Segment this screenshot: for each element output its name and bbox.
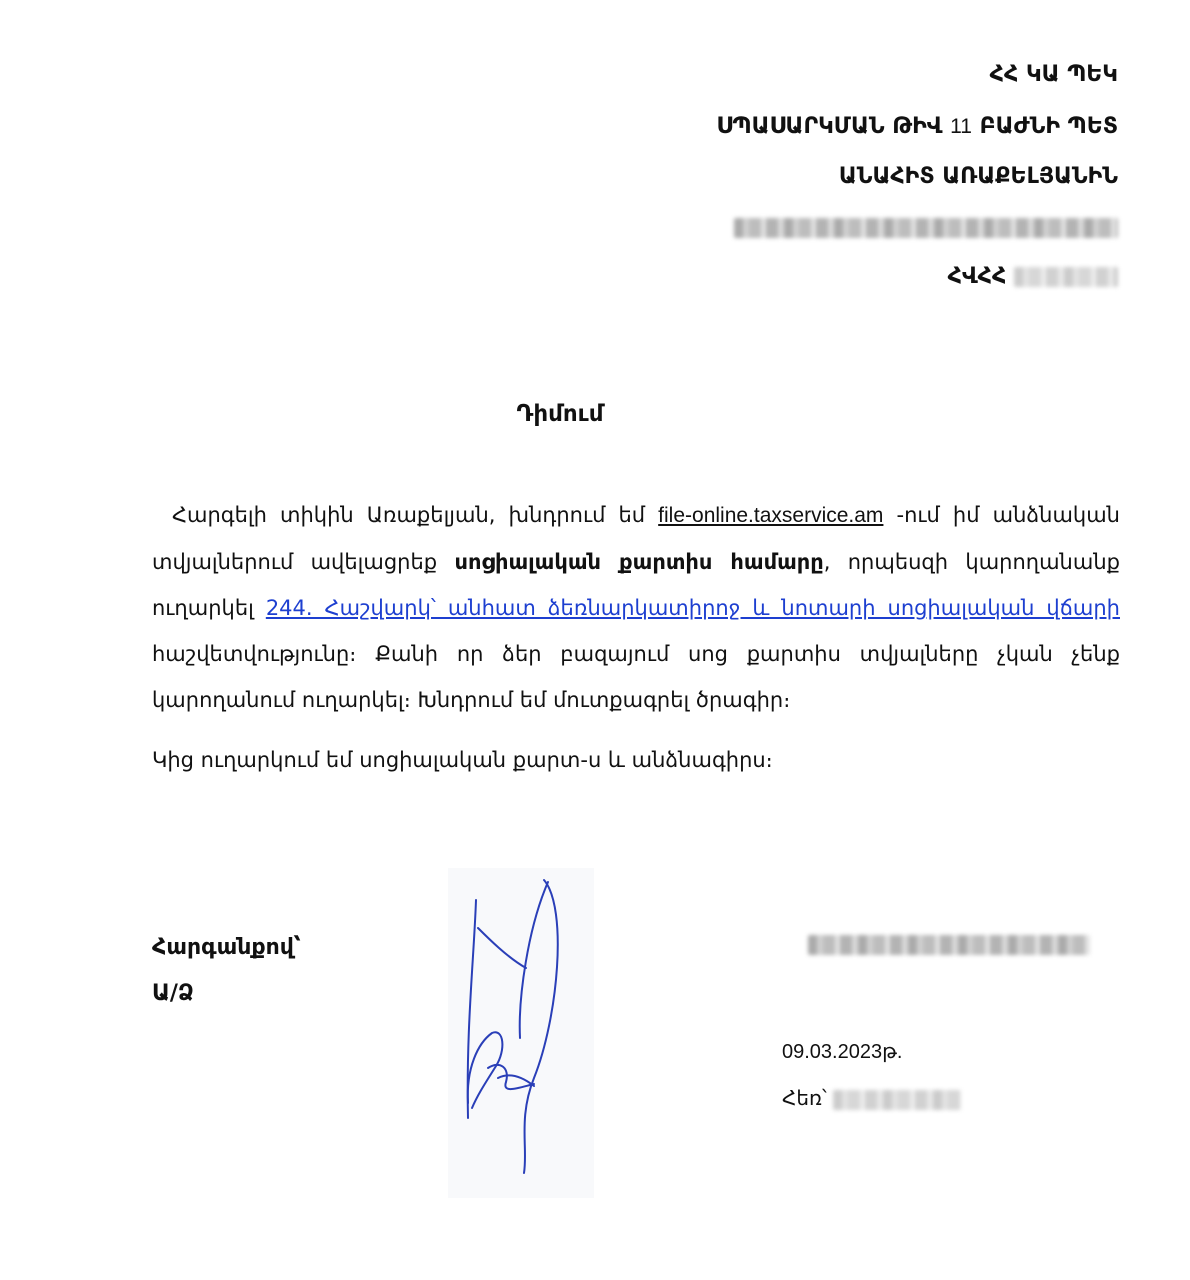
request-text-1: Հարգելի տիկին Առաքելյան, խնդրում եմ (172, 503, 646, 527)
request-text-3: , որպեսզի կարողանանք ուղարկել (152, 550, 1120, 620)
redacted-signer-name (808, 935, 1090, 955)
redacted-sender-name (734, 218, 1118, 238)
recipient-position (716, 112, 1118, 142)
tin-label: ՀՎՀՀ (947, 264, 1007, 289)
redacted-tin (1014, 267, 1118, 287)
recipient-position-part2: ԲԱԺՆԻ ՊԵՏ (979, 114, 1118, 139)
form-244-link[interactable]: 244. Հաշվարկ՝ անհատ ձեռնարկատիրոջ և նոտարի սոցիալական վճարի (265, 596, 1120, 620)
document-date: 09.03.2023թ. (782, 1041, 903, 1063)
regards: Հարգանքով՝ (152, 935, 301, 960)
initials: Ա/Ձ (152, 981, 194, 1006)
recipient-position-part1: ՍՊԱՍԱՐԿՄԱՆ ԹԻՎ (716, 114, 943, 139)
sender-name-redacted (734, 213, 1118, 243)
phone-label: Հեռ՝ (782, 1086, 827, 1110)
department-number: 11 (950, 115, 972, 138)
document-title: Դիմում (516, 401, 604, 427)
attachment-note: Կից ուղարկում եմ սոցիալական քարտ-ս և անձնագիրս։ (152, 748, 773, 772)
phone (782, 1086, 961, 1110)
closing-block (152, 925, 301, 1017)
request-text-4: հաշվետվությունը։ Քանի որ ձեր բազայում սոց քարտիս տվյալները չկան չենք կարողանում ուղարկել։ Խնդրում եմ մուտքագրել ծրագիր։ (152, 642, 1120, 712)
request-bold-text: սոցիալական քարտիս համարը (454, 550, 824, 574)
signer-name-redacted (808, 934, 1090, 955)
signature (448, 868, 594, 1198)
sender-tin (948, 262, 1118, 292)
redacted-phone (833, 1090, 961, 1110)
recipient-org: ՀՀ ԿԱ ՊԵԿ (989, 62, 1118, 87)
request-paragraph (152, 492, 1120, 723)
website-link[interactable]: file-online.taxservice.am (658, 504, 884, 527)
recipient-name: ԱՆԱՀԻՏ ԱՌԱՔԵԼՅԱՆԻՆ (838, 164, 1118, 189)
request-text-2: -ում իմ անձնական տվյալներում ավելացրեք (152, 503, 1120, 574)
signature-scribble-icon (448, 868, 594, 1198)
